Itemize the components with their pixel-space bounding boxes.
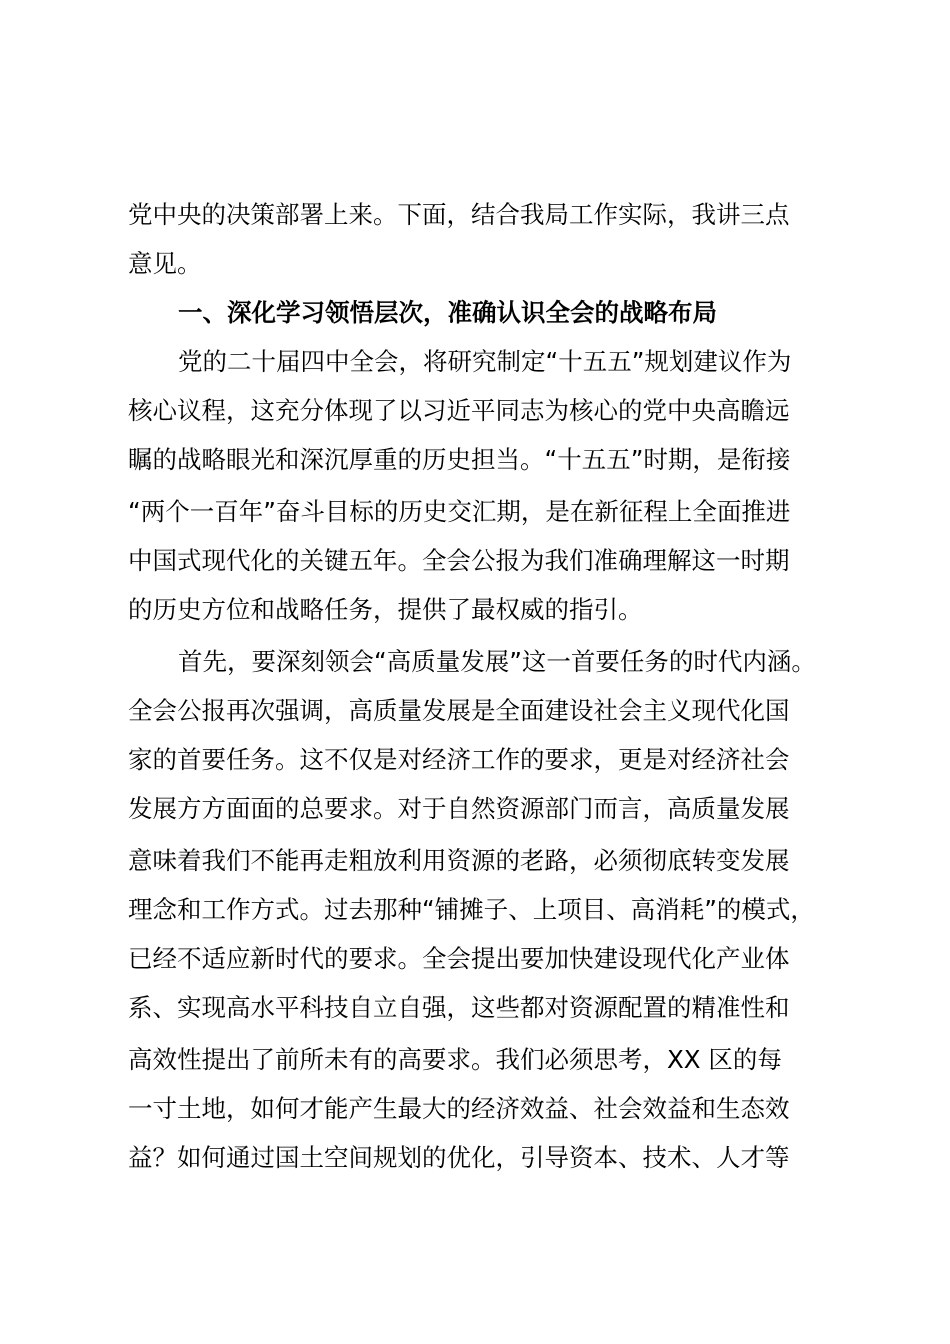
text-line: 首先，要深刻领会“高质量发展”这一首要任务的时代内涵。 [178,647,816,676]
text-line: 发展方方面面的总要求。对于自然资源部门而言，高质量发展 [128,794,790,823]
text-line: 已经不适应新时代的要求。全会提出要加快建设现代化产业体 [128,944,790,973]
text-line: 意见。 [128,249,202,278]
text-line: 的历史方位和战略任务，提供了最权威的指引。 [128,595,643,624]
section-heading: 一、深化学习领悟层次，准确认识全会的战略布局 [178,298,717,327]
text-line: 高效性提出了前所未有的高要求。我们必须思考，XX 区的每 [128,1045,782,1074]
text-line: 益？如何通过国土空间规划的优化，引导资本、技术、人才等 [128,1143,790,1172]
text-line: 意味着我们不能再走粗放利用资源的老路，必须彻底转变发展 [128,846,790,875]
text-line: 理念和工作方式。过去那种“铺摊子、上项目、高消耗”的模式， [128,895,815,924]
text-line: 一寸土地，如何才能产生最大的经济效益、社会效益和生态效 [128,1094,790,1123]
text-line: 瞩的战略眼光和深沉厚重的历史担当。“十五五”时期，是衔接 [128,445,791,474]
text-line: 家的首要任务。这不仅是对经济工作的要求，更是对经济社会 [128,745,790,774]
text-line: 中国式现代化的关键五年。全会公报为我们准确理解这一时期 [128,546,790,575]
text-line: 全会公报再次强调，高质量发展是全面建设社会主义现代化国 [128,696,790,725]
text-line: 系、实现高水平科技自立自强，这些都对资源配置的精准性和 [128,993,790,1022]
text-line: “两个一百年”奋斗目标的历史交汇期，是在新征程上全面推进 [128,497,791,526]
text-line: 党的二十届四中全会，将研究制定“十五五”规划建议作为 [178,347,792,376]
text-line: 党中央的决策部署上来。下面，结合我局工作实际，我讲三点 [128,200,790,229]
text-line: 核心议程，这充分体现了以习近平同志为核心的党中央高瞻远 [128,396,790,425]
